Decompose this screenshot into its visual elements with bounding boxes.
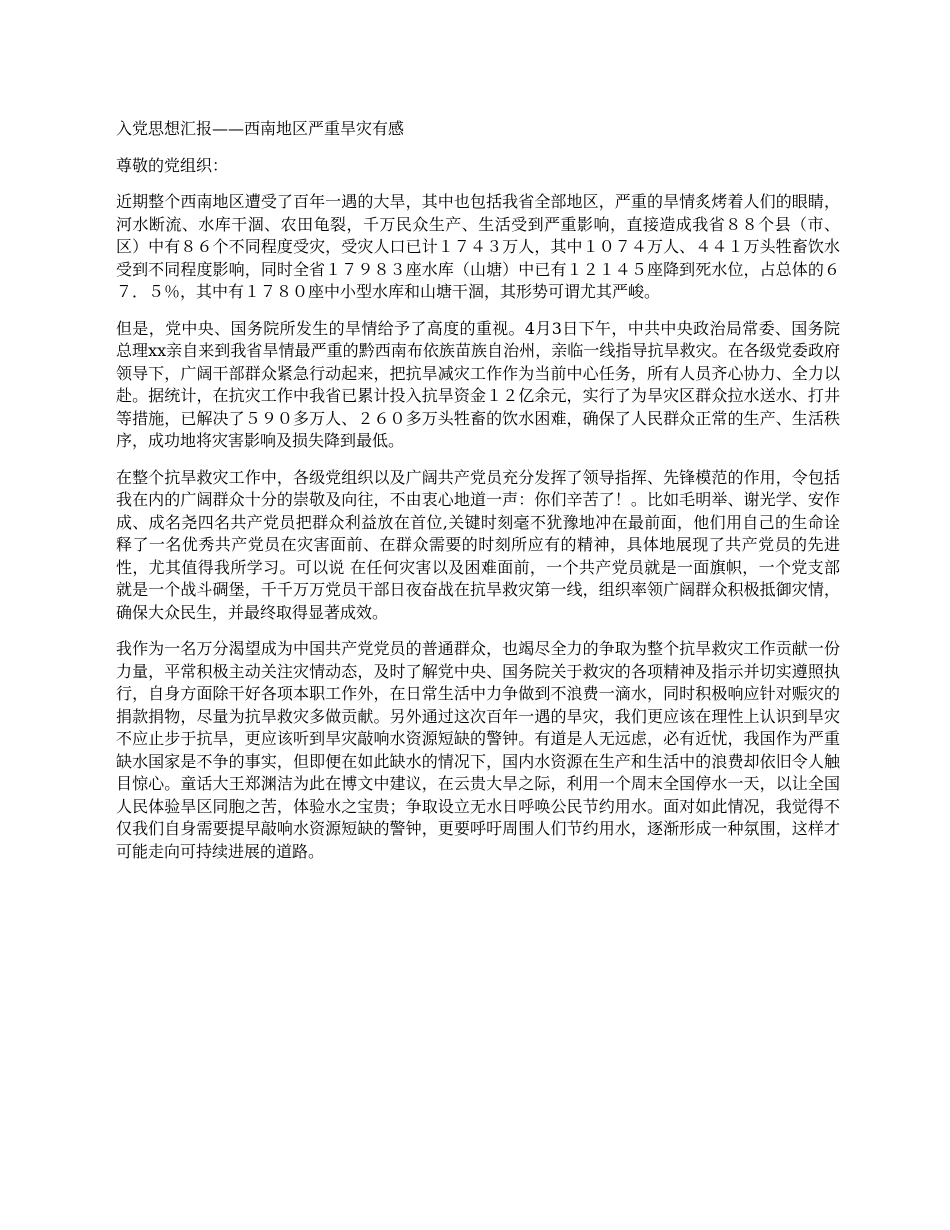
paragraph-drought-situation: 近期整个西南地区遭受了百年一遇的大旱，其中也包括我省全部地区，严重的旱情炙烤着人们的眼睛，河水断流、水库干涸、农田龟裂，千万民众生产、生活受到严重影响，直接造成我省８８个县（市、区）中有８６个不同程度受灾，受灾人口已计１７４３万人，其中１０７４万人、４４１万头牲畜饮水受到不同程度影响，同时全省１７９８３座水库（山塘）中已有１２１４５座降到死水位，占总体的６７．５％，其中有１７８０座中小型水库和山塘干涸，其形势可谓尤其严峻。 bbox=[116, 192, 840, 301]
paragraph-party-members-role: 在整个抗旱救灾工作中，各级党组织以及广阔共产党员充分发挥了领导指挥、先锋模范的作用，令包括我在内的广阔群众十分的崇敬及向往，不由衷心地道一声：你们辛苦了！。比如毛明举、谢光学、安作成、成名尧四名共产党员把群众利益放在首位,关键时刻毫不犹豫地冲在最前面，他们用自己的生命诠释了一名优秀共产党员在灾害面前、在群众需要的时刻所应有的精神，具体地展现了共产党员的先进性，尤其值得我所学习。可以说 在任何灾害以及困难面前，一个共产党员就是一面旗帜，一个党支部就是一个战斗碉堡，千千万万党员干部日夜奋战在抗旱救灾第一线，组织率领广阔群众积极抵御灾情，确保大众民生，并最终取得显著成效。 bbox=[116, 467, 840, 622]
document-title: 入党思想汇报——西南地区严重旱灾有感 bbox=[116, 119, 405, 138]
paragraph-personal-commitment: 我作为一名万分渴望成为中国共产党党员的普通群众，也竭尽全力的争取为整个抗旱救灾工作贡献一份力量，平常积极主动关注灾情动态，及时了解党中央、国务院关于救灾的各项精神及指示并切实遵照执行，自身方面除干好各项本职工作外，在日常生活中力争做到不浪费一滴水，同时积极响应针对赈灾的捐款捐物，尽量为抗旱救灾多做贡献。另外通过这次百年一遇的旱灾，我们更应该在理性上认识到旱灾不应止步于抗旱，更应该听到旱灾敲响水资源短缺的警钟。有道是人无远虑，必有近忧，我国作为严重缺水国家是不争的事实，但即便在如此缺水的情况下，国内水资源在生产和生活中的浪费却依旧令人触目惊心。童话大王郑渊洁为此在博文中建议，在云贵大旱之际，利用一个周末全国停水一天，以让全国人民体验旱区同胞之苦，体验水之宝贵；争取设立无水日呼唤公民节约用水。面对如此情况，我觉得不仅我们自身需要提早敲响水资源短缺的警钟，更要呼吁周围人们节约用水，逐渐形成一种氛围，这样才可能走向可持续进展的道路。 bbox=[116, 639, 840, 861]
paragraph-government-response: 但是，党中央、国务院所发生的旱情给予了高度的重视。4月3日下午，中共中央政治局常委、国务院总理xx亲自来到我省旱情最严重的黔西南布依族苗族自治州，亲临一线指导抗旱救灾。在各级党委政府领导下，广阔干部群众紧急行动起来，把抗旱减灾工作作为当前中心任务，所有人员齐心协力、全力以赴。据统计，在抗灾工作中我省已累计投入抗旱资金１２亿余元，实行了为旱灾区群众拉水送水、打井等措施，已解决了５９０多万人、２６０多万头牲畜的饮水困难，确保了人民群众正常的生产、生活秩序，成功地将灾害影响及损失降到最低。 bbox=[116, 318, 840, 450]
document-body bbox=[116, 118, 840, 877]
salutation: 尊敬的党组织： bbox=[116, 155, 229, 175]
